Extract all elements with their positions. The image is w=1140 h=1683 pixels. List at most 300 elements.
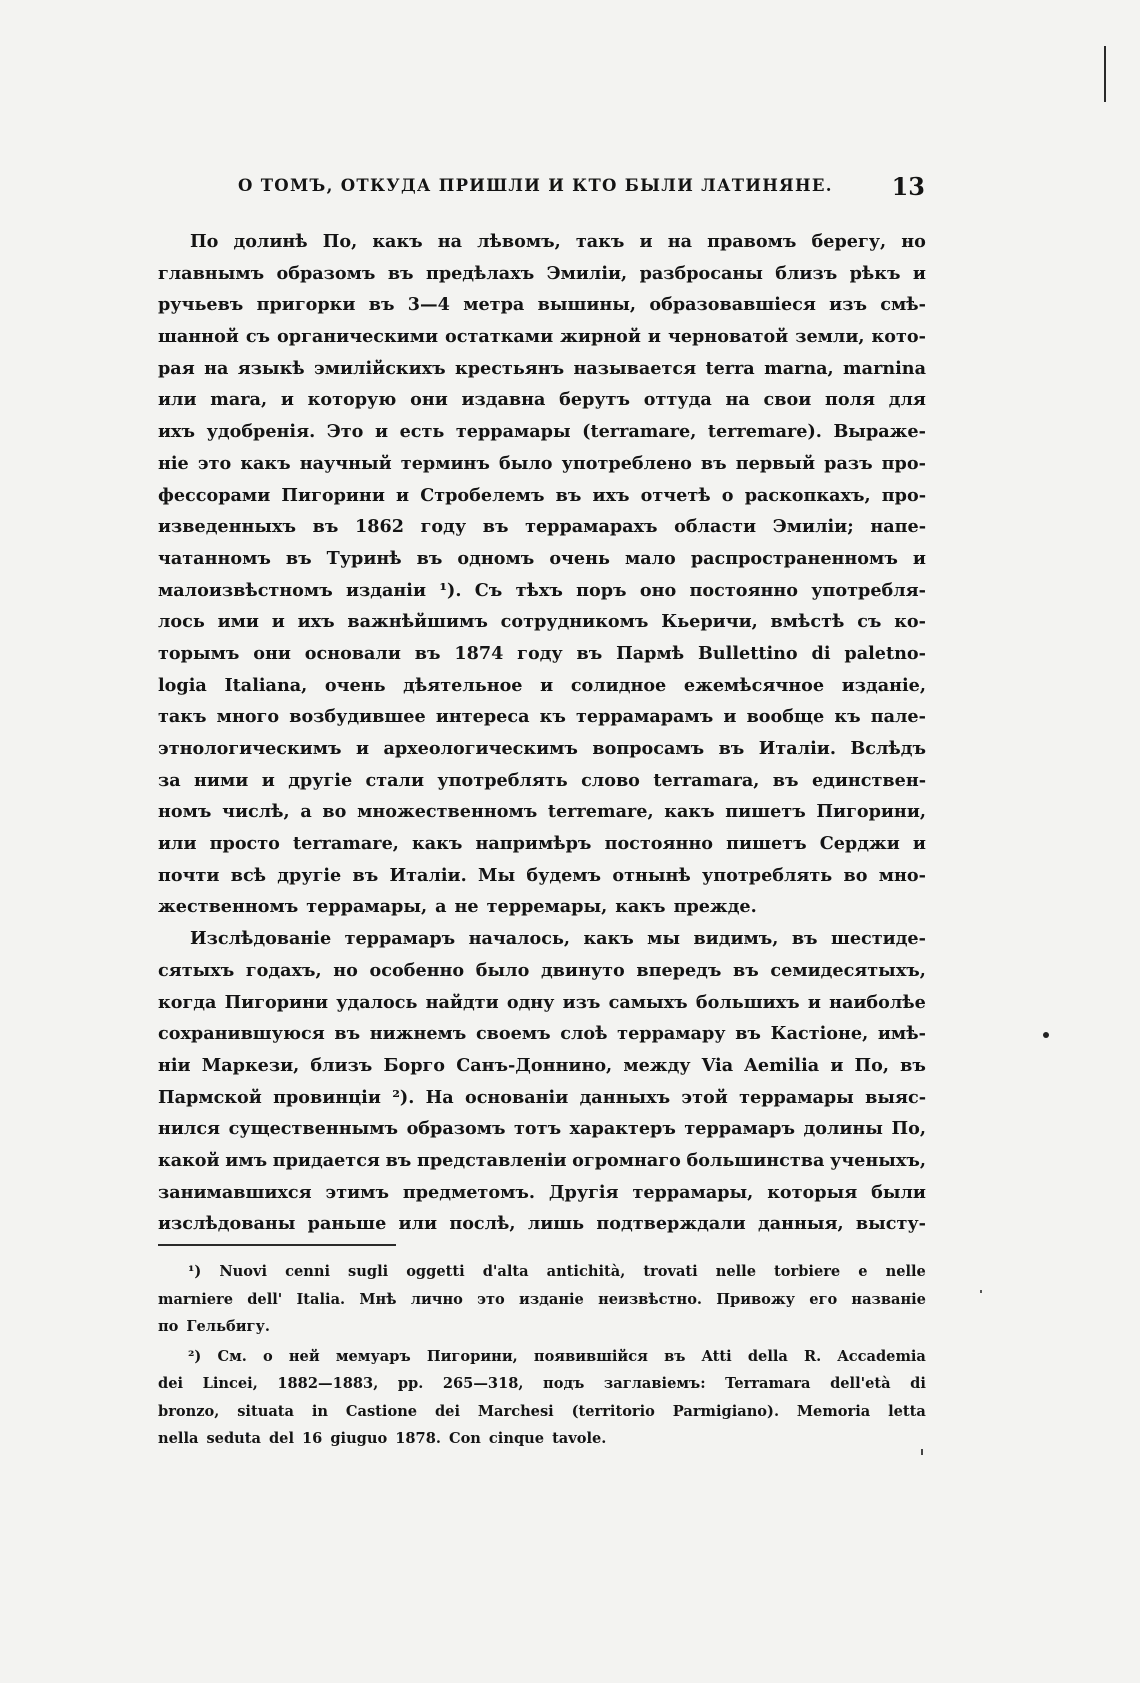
word: о — [262, 1347, 273, 1365]
word: ихъ — [297, 611, 335, 633]
word: торымъ — [158, 642, 240, 664]
word: и — [912, 547, 926, 569]
word: Борго — [383, 1054, 446, 1076]
footnote-line — [158, 1398, 926, 1426]
word: удалось — [336, 991, 418, 1013]
word: въ — [700, 452, 727, 474]
word: названіе — [851, 1290, 926, 1308]
word: было — [499, 452, 553, 474]
word: въ — [285, 547, 312, 569]
word: характеръ — [569, 1118, 676, 1140]
word: существеннымъ — [228, 1118, 399, 1140]
word: лось — [158, 611, 205, 633]
word: въ — [791, 928, 818, 950]
footnote-line — [158, 1286, 926, 1314]
word: въ — [385, 1149, 412, 1171]
word: самыхъ — [608, 991, 688, 1013]
word: въ — [900, 1054, 926, 1076]
word: будемъ — [526, 864, 602, 886]
word: Parmigiano). — [672, 1402, 780, 1420]
word: про- — [881, 452, 926, 474]
word: заглавіемъ: — [603, 1375, 706, 1392]
text-line — [158, 955, 926, 987]
word: 1882—1883, — [277, 1375, 379, 1392]
word: seduta — [206, 1430, 261, 1447]
word: были — [871, 1181, 926, 1203]
word: и — [396, 484, 410, 506]
word: въ — [416, 547, 443, 569]
text-line — [158, 923, 926, 955]
word: всѣ — [230, 864, 267, 886]
word: образомъ — [276, 262, 376, 284]
word: но — [333, 959, 358, 981]
word: какой — [158, 1149, 220, 1171]
word: особенно — [369, 959, 465, 981]
word: археологическимъ — [383, 738, 578, 759]
word: ней — [288, 1347, 320, 1365]
word: во — [843, 864, 868, 886]
word: Lincei, — [202, 1375, 258, 1392]
word: терминъ — [400, 452, 490, 474]
word: и — [647, 326, 661, 348]
footnotes — [158, 1258, 926, 1453]
word: вопросамъ — [592, 738, 705, 759]
word: черноватой — [667, 326, 789, 348]
text-line — [158, 384, 926, 416]
word: своемъ — [475, 1023, 551, 1045]
text-line — [158, 416, 926, 448]
word: какъ — [372, 231, 423, 252]
word: пишетъ — [725, 801, 806, 823]
footnote-line — [158, 1370, 926, 1398]
word: постоянно — [689, 579, 798, 601]
word: въ — [482, 516, 509, 538]
word: на — [204, 357, 229, 379]
word: пригорки — [256, 294, 356, 316]
word: образомъ — [406, 1118, 506, 1140]
word: Atti — [701, 1347, 732, 1365]
word: Другія — [548, 1181, 619, 1203]
word: mara, — [210, 389, 268, 411]
word: было — [475, 959, 530, 981]
word: большихъ — [695, 991, 800, 1013]
word: Пигорини — [281, 484, 385, 506]
word: in — [311, 1402, 329, 1420]
word: nella — [158, 1430, 199, 1447]
word: близъ — [775, 262, 838, 284]
word: слоѣ — [560, 1023, 608, 1045]
word: лишь — [527, 1213, 585, 1235]
word: какъ — [240, 452, 291, 474]
word: Aemilia — [744, 1054, 820, 1076]
word: изъ — [829, 294, 867, 316]
word: tavole. — [552, 1430, 607, 1447]
text-line — [158, 733, 926, 765]
word: или — [158, 389, 197, 411]
word: изданіе, — [841, 674, 926, 696]
word: oggetti — [406, 1263, 465, 1280]
word: ²). — [392, 1086, 415, 1108]
word: малоизвѣстномъ — [158, 579, 333, 601]
word: dei — [158, 1375, 184, 1392]
word: берегу, — [811, 231, 887, 252]
word: dell' — [247, 1290, 283, 1308]
word: и — [807, 991, 821, 1013]
word: съ — [245, 326, 271, 348]
word: издавна — [461, 389, 546, 411]
word: предѣлахъ — [425, 262, 535, 284]
word: данныя, — [757, 1213, 844, 1235]
body-text — [158, 226, 926, 1240]
word: cinque — [488, 1430, 545, 1447]
word: съ — [857, 611, 882, 633]
word: но — [901, 231, 926, 252]
word: изслѣдованы — [158, 1213, 296, 1235]
word: этнологическимъ — [158, 738, 342, 759]
word: разбросаны — [639, 262, 763, 284]
word: ¹) — [188, 1263, 202, 1280]
word: солидное — [570, 674, 667, 696]
word: представленіи — [416, 1149, 567, 1171]
word: удобренія. — [206, 421, 316, 443]
word: Мы — [477, 864, 516, 886]
word: такъ — [158, 706, 207, 728]
word: году — [517, 642, 563, 664]
word: напримѣръ — [475, 833, 592, 855]
word: единствен- — [811, 769, 926, 791]
word: и — [912, 833, 926, 855]
word: слово — [581, 769, 640, 791]
text-line — [158, 860, 926, 892]
word: употреблено — [561, 452, 692, 474]
word: Nuovi — [219, 1263, 268, 1280]
word: такъ — [575, 231, 625, 252]
word: мемуаръ — [335, 1347, 411, 1365]
word: это — [477, 1290, 505, 1308]
word: terremare, — [547, 801, 654, 823]
word: dei — [434, 1402, 461, 1420]
word: d'alta — [482, 1263, 529, 1280]
word: Пармѣ — [616, 642, 685, 664]
word: del — [268, 1430, 295, 1447]
word: террамару — [617, 1023, 726, 1045]
word: впередъ — [636, 959, 722, 981]
page-header — [238, 172, 938, 202]
word: trovati — [643, 1263, 698, 1280]
word: для — [888, 389, 926, 411]
text-line — [158, 828, 926, 860]
word: огромнаго — [572, 1149, 681, 1171]
word: ніе — [158, 452, 189, 474]
word: cenni — [285, 1263, 331, 1280]
word: изъ — [562, 991, 601, 1013]
word: Castione — [345, 1402, 418, 1420]
word: когда — [158, 991, 217, 1013]
word: послѣ, — [449, 1213, 516, 1235]
word: близъ — [310, 1054, 373, 1076]
word: кото- — [871, 326, 926, 348]
word: мно- — [878, 864, 926, 886]
word: и — [374, 421, 389, 443]
word: раньше — [307, 1213, 387, 1235]
footnote-line — [158, 1343, 926, 1371]
word: и — [912, 262, 926, 284]
word: употребля- — [811, 579, 926, 601]
word: а — [300, 801, 312, 823]
word: Санъ-Доннино, — [456, 1054, 613, 1076]
word: della — [747, 1347, 788, 1365]
word: почти — [158, 864, 220, 886]
word: въ — [576, 642, 603, 664]
word: Это — [326, 421, 364, 443]
word: образовавшіеся — [649, 294, 816, 316]
word: лично — [410, 1290, 463, 1308]
word: терремары, — [486, 896, 608, 918]
word: этимъ — [325, 1181, 389, 1203]
word: жественномъ — [158, 896, 299, 918]
word: сятыхъ — [158, 959, 235, 981]
word: и — [540, 674, 554, 696]
word: по — [158, 1318, 179, 1335]
word: 3—4 — [407, 294, 450, 316]
word: его — [809, 1290, 838, 1308]
word: неизвѣстно. — [598, 1290, 703, 1308]
word: По, — [854, 1054, 890, 1076]
word: они — [410, 389, 448, 411]
word: террамары, — [632, 1181, 754, 1203]
word: Пигорини, — [426, 1347, 518, 1365]
word: крестьянъ — [455, 357, 565, 379]
word: Маркези, — [201, 1054, 300, 1076]
word: тотъ — [514, 1118, 562, 1140]
text-line — [158, 701, 926, 733]
word: есть — [399, 421, 445, 443]
word: земли, — [795, 326, 865, 348]
word: pp. — [397, 1375, 424, 1392]
word: Эмиліи, — [546, 262, 628, 284]
text-line — [158, 258, 926, 290]
word: во — [322, 801, 347, 823]
word: bronzo, — [158, 1402, 220, 1420]
word: подтверждали — [596, 1213, 746, 1235]
word: въ — [735, 1023, 761, 1045]
word: большинства — [686, 1149, 825, 1171]
word: террамарамъ — [575, 706, 714, 728]
word: чатанномъ — [158, 547, 271, 569]
word: высту- — [855, 1213, 926, 1235]
word: въ — [772, 769, 799, 791]
word: и — [280, 389, 294, 411]
word: terra — [705, 357, 755, 379]
word: Съ — [474, 579, 503, 601]
word: поръ — [576, 579, 627, 601]
word: номъ — [158, 801, 212, 823]
word: долины — [803, 1118, 883, 1140]
word: ежемѣсячное — [683, 674, 825, 696]
word: Accademia — [837, 1347, 926, 1365]
word: прежде. — [673, 896, 757, 918]
word: основаніи — [464, 1086, 569, 1108]
word: marniere — [158, 1290, 233, 1308]
text-line — [158, 353, 926, 385]
text-line — [158, 606, 926, 638]
word: Terramara — [725, 1375, 811, 1392]
text-line — [158, 448, 926, 480]
word: e — [858, 1263, 868, 1280]
word: распространенномъ — [690, 547, 898, 569]
word: которую — [307, 389, 397, 411]
scan-edge-mark — [1104, 46, 1106, 102]
word: научный — [299, 452, 392, 474]
word: числѣ, — [222, 801, 290, 823]
word: берутъ — [559, 389, 631, 411]
word: въ — [414, 642, 441, 664]
word: вообще — [746, 706, 825, 728]
text-line — [158, 1145, 926, 1177]
word: Кастіоне, — [770, 1023, 869, 1045]
word: letta — [888, 1402, 926, 1420]
word: изданіи — [346, 579, 427, 601]
word: logia — [158, 674, 207, 696]
word: torbiere — [774, 1263, 841, 1280]
word: первый — [735, 452, 816, 474]
word: разъ — [824, 452, 873, 474]
word: (terramare, — [582, 421, 697, 443]
word: этой — [681, 1086, 728, 1108]
text-line — [158, 1050, 926, 1082]
word: основали — [304, 642, 401, 664]
word: Memoria — [796, 1402, 871, 1420]
word: употреблять — [437, 769, 568, 791]
text-line — [158, 891, 926, 923]
text-line — [158, 796, 926, 828]
word: Italia. — [296, 1290, 346, 1308]
word: отнынѣ — [612, 864, 691, 886]
word: остатками — [445, 326, 554, 348]
word: Стробелемъ — [420, 484, 545, 506]
word: о — [721, 484, 734, 506]
word: R. — [804, 1347, 822, 1365]
word: въ — [312, 516, 339, 538]
word: 1878. — [395, 1430, 441, 1447]
word: одномъ — [457, 547, 535, 569]
word: пале- — [870, 706, 926, 728]
word: возбудившее — [289, 706, 426, 728]
word: Вслѣдъ — [850, 738, 926, 759]
word: на — [725, 389, 750, 411]
word: занимавшихся — [158, 1181, 312, 1203]
word: Мнѣ — [359, 1290, 397, 1308]
word: эмилійскихъ — [314, 357, 446, 379]
word: marna, — [764, 357, 834, 379]
word: Пигорини — [224, 991, 329, 1013]
text-line — [158, 575, 926, 607]
word: изведенныхъ — [158, 516, 296, 538]
word: вышины, — [537, 294, 637, 316]
word: данныхъ — [579, 1086, 671, 1108]
word: Пармской — [158, 1086, 262, 1108]
word: nelle — [885, 1263, 926, 1280]
word: Via — [701, 1054, 734, 1076]
word: имѣ- — [877, 1023, 926, 1045]
word: 1874 — [454, 642, 504, 664]
word: Con — [448, 1430, 481, 1447]
word: другіе — [277, 864, 342, 886]
word: придается — [272, 1149, 380, 1171]
word: двинуто — [540, 959, 625, 981]
word: terremare). — [707, 421, 822, 443]
word: и — [639, 231, 653, 252]
word: какъ — [615, 896, 666, 918]
word: Пигорини, — [816, 801, 926, 823]
ink-speck — [980, 1290, 982, 1293]
word: предметомъ. — [402, 1181, 535, 1203]
word: ¹). — [439, 579, 462, 601]
word: а — [435, 896, 447, 918]
text-line — [158, 987, 926, 1019]
word: фессорами — [158, 484, 271, 506]
word: Bullettino — [697, 642, 798, 664]
word: giuguo — [330, 1430, 388, 1447]
word: Италіи. — [389, 864, 467, 886]
word: пишетъ — [726, 833, 807, 855]
word: за — [158, 769, 181, 791]
word: ко- — [894, 611, 926, 633]
word: въ — [368, 294, 395, 316]
word: между — [623, 1054, 691, 1076]
word: sugli — [348, 1263, 389, 1280]
word: въ — [718, 738, 745, 759]
word: рѣкъ — [849, 262, 901, 284]
word: ²) — [188, 1347, 202, 1365]
word: которыя — [767, 1181, 858, 1203]
word: видимъ, — [693, 928, 779, 950]
word: По, — [891, 1118, 926, 1140]
word: и — [271, 611, 285, 633]
word: имъ — [225, 1149, 268, 1171]
word: въ — [555, 484, 582, 506]
word: выяс- — [865, 1086, 926, 1108]
word: множественномъ — [357, 801, 538, 823]
word: На — [425, 1086, 454, 1108]
word: или — [158, 833, 197, 855]
word: (territorio — [571, 1402, 655, 1420]
text-line — [158, 765, 926, 797]
word: рая — [158, 357, 195, 379]
word: къ — [834, 706, 861, 728]
word: они — [253, 642, 291, 664]
text-line — [158, 1082, 926, 1114]
word: marnina — [843, 357, 926, 379]
word: di — [910, 1375, 926, 1392]
word: террамаръ — [344, 928, 456, 950]
word: вмѣстѣ — [770, 611, 845, 633]
word: террамары, — [306, 896, 428, 918]
word: въ — [664, 1347, 686, 1365]
word: отчетѣ — [640, 484, 711, 506]
word: Эмиліи; — [772, 516, 854, 538]
word: nelle — [715, 1263, 757, 1280]
word: какъ — [412, 833, 463, 855]
word: и — [261, 769, 275, 791]
word: antichità, — [546, 1263, 626, 1280]
word: paletno- — [844, 642, 926, 664]
word: семидесятыхъ, — [770, 959, 926, 981]
word: situata — [237, 1402, 294, 1420]
word: ними — [194, 769, 249, 791]
word: подъ — [543, 1375, 585, 1392]
word: жирной — [560, 326, 641, 348]
